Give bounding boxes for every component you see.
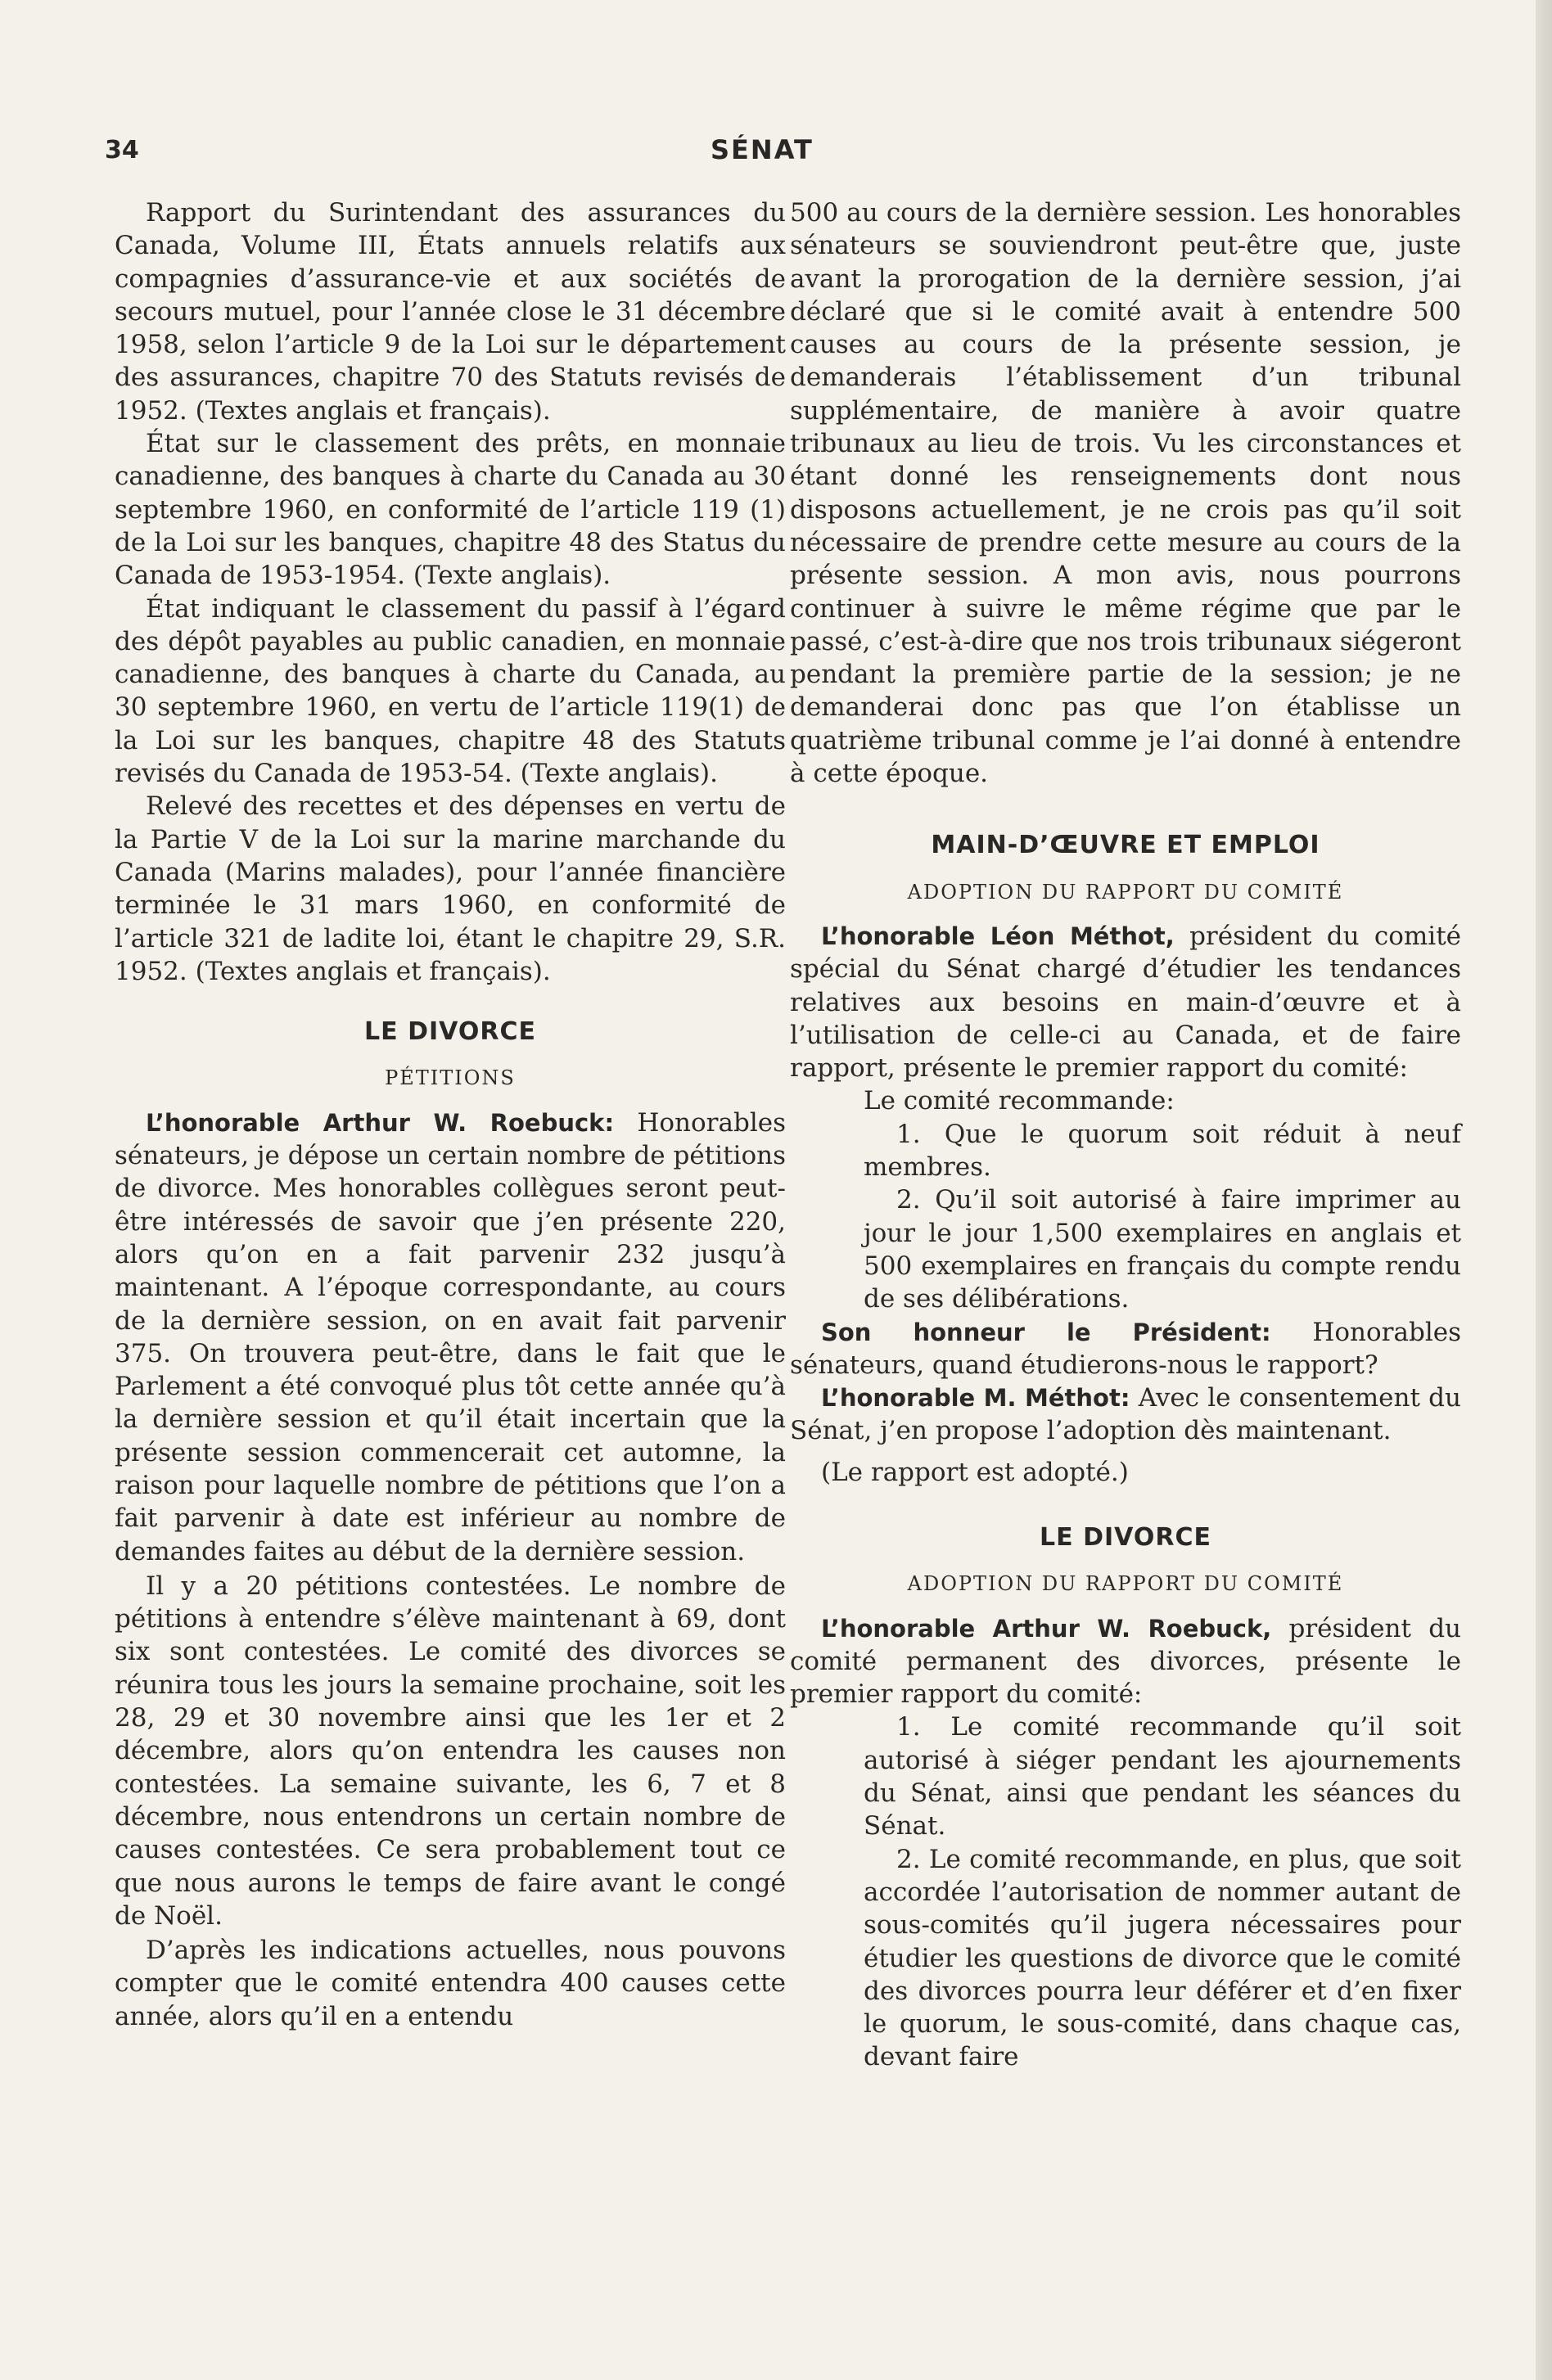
subheading-petitions: PÉTITIONS [385,1066,516,1090]
section-heading-divorce: LE DIVORCE [364,1017,536,1047]
speaker-name: L’honorable Léon Méthot, [821,922,1175,950]
paragraph: 500 au cours de la dernière session. Les honorables sénateurs se souviendront peut-être que, juste avant la prorogation de la dernière session, j’ai déclaré que si le comité avait à entendre 500 causes au cours de la présente session, je demanderais l’établissement d’un tribunal supplémentaire, de manière à avoir quatre tribunaux au lieu de trois. Vu les circonstances et étant donné les renseignements dont nous disposons actuellement, je ne crois pas qu’il soit nécessaire de prendre cette mesure au cours de la présente session. A mon avis, nous pourrons continuer à suivre le même régime que par le passé, c’est-à-dire que nos trois tribunaux siégeront pendant la première partie de la session; je ne demanderai donc pas que l’on établisse un quatrième tribunal comme je l’ai donné à entendre à cette époque. [790,198,1461,789]
paragraph: D’après les indications actuelles, nous pouvons compter que le comité entendra 400 causes cette année, alors qu’il en a entendu [115,1936,786,2031]
paragraph: Rapport du Surintendant des assurances du Canada, Volume III, États annuels relatifs aux compagnies d’assurance-vie et aux sociétés de secours mutuel, pour l’année close le 31 décembre 1958, selon l’article 9 de la Loi sur le département des assurances, chapitre 70 des Statuts revisés de 1952. (Textes anglais et français). [115,198,786,426]
section-heading-divorce-2: LE DIVORCE [1040,1522,1211,1552]
speech-paragraph [790,920,1461,1084]
speaker-name: L’honorable Arthur W. Roebuck, [821,1614,1272,1643]
page-number: 34 [105,136,139,165]
paragraph: Relevé des recettes et des dépenses en vertu de la Partie V de la Loi sur la marine marchande du Canada (Marins malades), pour l’année financière terminée le 31 mars 1960, en conformité de l’article 321 de ladite loi, étant le chapitre 29, S.R. 1952. (Textes anglais et français). [115,791,786,986]
recommendation-item: 1. Que le quorum soit réduit à neuf membres. [864,1119,1461,1183]
speaker-name: Son honneur le Président: [821,1318,1271,1346]
paragraph: Il y a 20 pétitions contestées. Le nombre de pétitions à entendre s’élève maintenant à 69, dont six sont contestées. Le comité des divorces se réunira tous les jours la semaine prochaine, soit les 28, 29 et 30 novembre ainsi que les 1er et 2 décembre, alors qu’on entendra les causes non contestées. La semaine suivante, les 6, 7 et 8 décembre, nous entendrons un certain nombre de causes contestées. Ce sera probablement tout ce que nous aurons le temps de faire avant le congé de Noël. [115,1571,786,1931]
speech-text: Honorables sénateurs, quand étudierons-nous le rapport? [790,1317,1461,1380]
speaker-name: L’honorable M. Méthot: [821,1384,1130,1413]
paragraph: État indiquant le classement du passif à l’égard des dépôt payables au public canadien, en monnaie canadienne, des banques à charte du Canada, au 30 septembre 1960, en vertu de l’article 119(1) de la Loi sur les banques, chapitre 48 des Statuts revisés du Canada de 1953-54. (Texte anglais). [115,593,786,789]
speech-paragraph [790,1382,1461,1448]
subheading-adoption-2: ADOPTION DU RAPPORT DU COMITÉ [907,1572,1344,1596]
adopted-note: (Le rapport est adopté.) [821,1457,1129,1487]
speaker-name: L’honorable Arthur W. Roebuck: [146,1108,615,1137]
section-heading-main-doeuvre: MAIN-D’ŒUVRE ET EMPLOI [931,831,1320,860]
recommendation-item: 2. Qu’il soit autorisé à faire imprimer au jour le jour 1,500 exemplaires en anglais et 500 exemplaires en français du compte rendu de ses délibérations. [864,1185,1461,1314]
left-column [115,196,786,2033]
speech-text: président du comité permanent des divorces, présente le premier rapport du comité: [790,1613,1461,1710]
speech-paragraph [115,1107,786,1568]
page-header [0,131,1552,180]
speech-paragraph [790,1316,1461,1382]
subheading-adoption: ADOPTION DU RAPPORT DU COMITÉ [907,880,1344,904]
report-item: 2. Le comité recommande, en plus, que soit accordée l’autorisation de nommer autant de sous-comités qu’il jugera nécessaires pour étudier les questions de divorce que le comité des divorces pourra leur déférer et d’en fixer le quorum, le sous-comité, dans chaque cas, devant faire [864,1844,1461,2072]
speech-text: Honorables sénateurs, je dépose un certain nombre de pétitions de divorce. Mes honorables collègues seront peut-être intéressés de savoir que j’en présente 220, alors qu’on en a fait parvenir 232 jusqu’à maintenant. A l’époque correspondante, au cours de la dernière session, on en avait fait parvenir 375. On trouvera peut-être, dans le fait que le Parlement a été convoqué plus tôt cette année qu’à la dernière session et qu’il était incertain que la présente session commencerait cet automne, la raison pour laquelle nombre de pétitions que l’on a fait parvenir à date est inférieur au nombre de demandes faites au début de la dernière session. [115,1107,786,1566]
page-edge [1536,0,1552,2380]
right-column [790,196,1461,2074]
speech-paragraph [790,1612,1461,1711]
running-title: SÉNAT [711,134,814,165]
report-item: 1. Le comité recommande qu’il soit autorisé à siéger pendant les ajournements du Sénat, ainsi que pendant les séances du Sénat. [864,1712,1461,1841]
speech-text: président du comité spécial du Sénat chargé d’étudier les tendances relatives aux besoins en main-d’œuvre et à l’utilisation de celle-ci au Canada, et de faire rapport, présente le premier rapport du comité: [790,921,1461,1084]
paragraph: État sur le classement des prêts, en monnaie canadienne, des banques à charte du Canada au 30 septembre 1960, en conformité de l’article 119 (1) de la Loi sur les banques, chapitre 48 des Status du Canada de 1953-1954. (Texte anglais). [115,429,786,591]
speech-text: Avec le consentement du Sénat, j’en propose l’adoption dès maintenant. [790,1383,1461,1446]
recommendation-intro: Le comité recommande: [864,1086,1175,1116]
